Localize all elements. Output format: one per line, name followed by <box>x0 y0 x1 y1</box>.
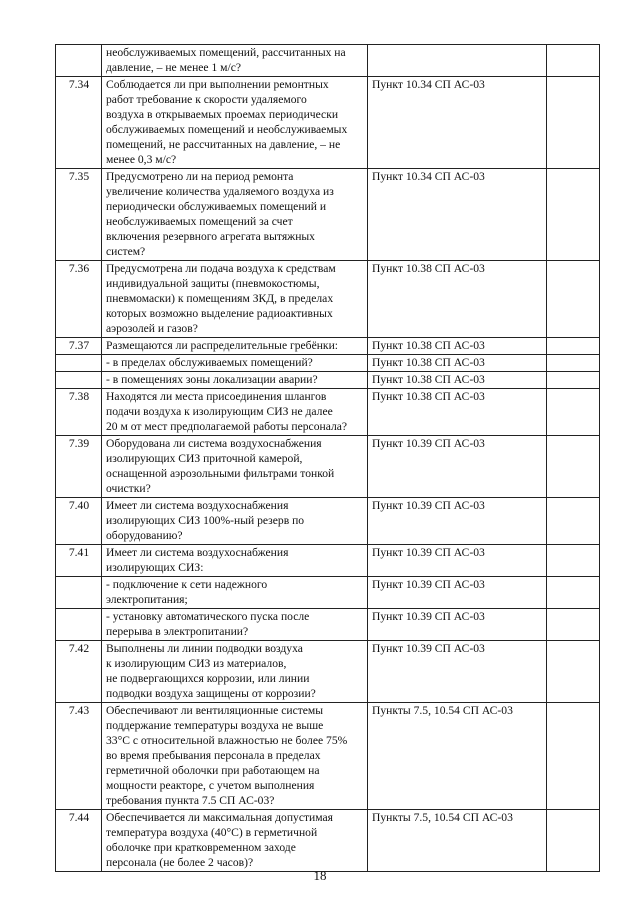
question-text: Предусмотрена ли подача воздуха к средствам индивидуальной защиты (пневмокостюмы, пневмомаски) к помещениям ЗКД, в пределах которых возможно выделение радиоактивных аэрозолей и газов? <box>102 261 368 338</box>
question-text: Обеспечивают ли вентиляционные системы поддержание температуры воздуха не выше 33°C с относительной влажностью не более 75% во время пребывания персонала в пределах герметичной оболочки при работающем на мощности реакторе, с учетом выполнения требования пункта 7.5 СП АС-03? <box>102 703 368 810</box>
question-text: Соблюдается ли при выполнении ремонтных работ требование к скорости удаляемого воздуха в открываемых проемах периодически обслуживаемых помещений и необслуживаемых помещений, не рассчитанных на давление, – не менее 0,3 м/с? <box>102 77 368 169</box>
item-number: 7.34 <box>56 77 102 169</box>
reference-text: Пункт 10.38 СП АС-03 <box>368 355 547 372</box>
answer-cell <box>547 703 600 810</box>
table-row <box>56 545 600 577</box>
reference-text: Пункт 10.39 СП АС-03 <box>368 498 547 545</box>
answer-cell <box>547 261 600 338</box>
table-row <box>56 355 600 372</box>
reference-text: Пункт 10.38 СП АС-03 <box>368 261 547 338</box>
table-row <box>56 169 600 261</box>
table-row <box>56 609 600 641</box>
question-text: Оборудована ли система воздухоснабжения изолирующих СИЗ приточной камерой, оснащенной аэрозольными фильтрами тонкой очистки? <box>102 436 368 498</box>
answer-cell <box>547 355 600 372</box>
checklist-table <box>55 44 600 872</box>
table-row <box>56 641 600 703</box>
item-number: 7.35 <box>56 169 102 261</box>
table-row <box>56 372 600 389</box>
table-row <box>56 498 600 545</box>
answer-cell <box>547 77 600 169</box>
answer-cell <box>547 372 600 389</box>
table-row <box>56 810 600 872</box>
table-row <box>56 45 600 77</box>
table-row <box>56 338 600 355</box>
answer-cell <box>547 609 600 641</box>
answer-cell <box>547 641 600 703</box>
reference-text: Пункты 7.5, 10.54 СП АС-03 <box>368 703 547 810</box>
answer-cell <box>547 45 600 77</box>
reference-text: Пункт 10.38 СП АС-03 <box>368 338 547 355</box>
question-text: Имеет ли система воздухоснабжения изолирующих СИЗ 100%-ный резерв по оборудованию? <box>102 498 368 545</box>
answer-cell <box>547 810 600 872</box>
reference-text: Пункт 10.39 СП АС-03 <box>368 609 547 641</box>
item-number: 7.42 <box>56 641 102 703</box>
question-text: - подключение к сети надежного электропитания; <box>102 577 368 609</box>
answer-cell <box>547 389 600 436</box>
item-number: 7.37 <box>56 338 102 355</box>
reference-text <box>368 45 547 77</box>
reference-text: Пункт 10.38 СП АС-03 <box>368 389 547 436</box>
item-number <box>56 45 102 77</box>
answer-cell <box>547 338 600 355</box>
table-row <box>56 703 600 810</box>
page-number: 18 <box>313 868 327 883</box>
item-number: 7.36 <box>56 261 102 338</box>
question-text: Выполнены ли линии подводки воздуха к изолирующим СИЗ из материалов, не подвергающихся коррозии, или линии подводки воздуха защищены от коррозии? <box>102 641 368 703</box>
question-text: Имеет ли система воздухоснабжения изолирующих СИЗ: <box>102 545 368 577</box>
answer-cell <box>547 436 600 498</box>
answer-cell <box>547 498 600 545</box>
question-text: - установку автоматического пуска после перерыва в электропитании? <box>102 609 368 641</box>
item-number <box>56 355 102 372</box>
reference-text: Пункты 7.5, 10.54 СП АС-03 <box>368 810 547 872</box>
question-text: Находятся ли места присоединения шлангов подачи воздуха к изолирующим СИЗ не далее 20 м от мест предполагаемой работы персонала? <box>102 389 368 436</box>
reference-text: Пункт 10.39 СП АС-03 <box>368 577 547 609</box>
table-row <box>56 436 600 498</box>
item-number: 7.40 <box>56 498 102 545</box>
item-number: 7.43 <box>56 703 102 810</box>
question-text: необслуживаемых помещений, рассчитанных на давление, – не менее 1 м/с? <box>102 45 368 77</box>
answer-cell <box>547 545 600 577</box>
reference-text: Пункт 10.39 СП АС-03 <box>368 641 547 703</box>
reference-text: Пункт 10.39 СП АС-03 <box>368 436 547 498</box>
item-number: 7.41 <box>56 545 102 577</box>
item-number: 7.38 <box>56 389 102 436</box>
reference-text: Пункт 10.39 СП АС-03 <box>368 545 547 577</box>
question-text: Размещаются ли распределительные гребёнки: <box>102 338 368 355</box>
checklist-body <box>56 45 600 872</box>
reference-text: Пункт 10.38 СП АС-03 <box>368 372 547 389</box>
table-row <box>56 389 600 436</box>
item-number <box>56 577 102 609</box>
table-row <box>56 577 600 609</box>
question-text: - в помещениях зоны локализации аварии? <box>102 372 368 389</box>
item-number <box>56 372 102 389</box>
answer-cell <box>547 577 600 609</box>
reference-text: Пункт 10.34 СП АС-03 <box>368 169 547 261</box>
item-number: 7.39 <box>56 436 102 498</box>
table-row <box>56 261 600 338</box>
table-row <box>56 77 600 169</box>
question-text: - в пределах обслуживаемых помещений? <box>102 355 368 372</box>
item-number <box>56 609 102 641</box>
question-text: Обеспечивается ли максимальная допустимая температура воздуха (40°C) в герметичной оболочке при кратковременном заходе персонала (не более 2 часов)? <box>102 810 368 872</box>
answer-cell <box>547 169 600 261</box>
item-number: 7.44 <box>56 810 102 872</box>
reference-text: Пункт 10.34 СП АС-03 <box>368 77 547 169</box>
question-text: Предусмотрено ли на период ремонта увеличение количества удаляемого воздуха из периодически обслуживаемых помещений и необслуживаемых помещений за счет включения резервного агрегата вытяжных систем? <box>102 169 368 261</box>
